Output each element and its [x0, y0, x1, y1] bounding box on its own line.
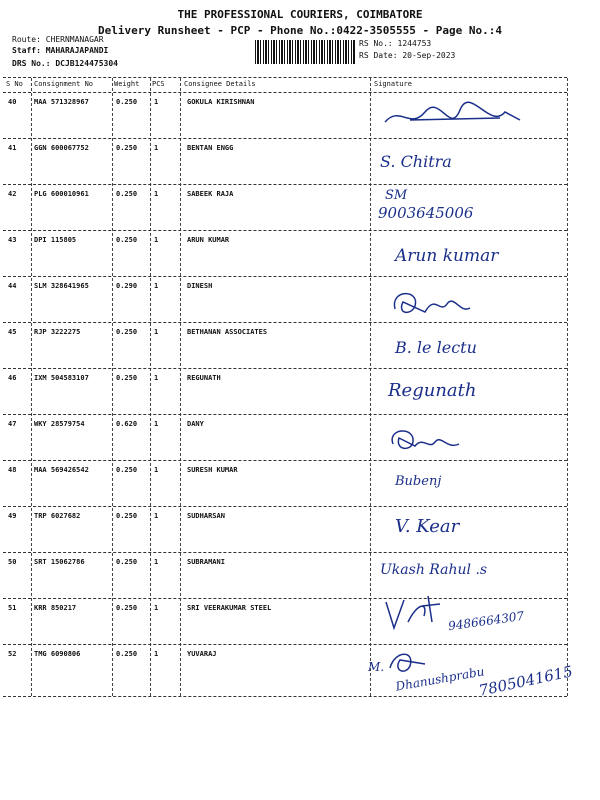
- row-consignment: PLG 600010961: [34, 190, 89, 198]
- signature-51: [378, 592, 458, 638]
- row-sno: 50: [8, 558, 17, 566]
- row-separator: [3, 184, 567, 185]
- row-sno: 49: [8, 512, 17, 520]
- row-weight: 0.250: [116, 604, 138, 612]
- row-pcs: 1: [154, 374, 159, 382]
- signature-50: Ukash Rahul .s: [380, 562, 488, 578]
- signature-44: [385, 284, 475, 320]
- header-pcs: PCS: [152, 80, 165, 88]
- company-title: THE PROFESSIONAL COURIERS, COIMBATORE: [177, 8, 423, 21]
- row-sno: 48: [8, 466, 17, 474]
- row-weight: 0.250: [116, 98, 138, 106]
- row-consignment: MAA 569426542: [34, 466, 89, 474]
- row-consignment: MAA 571328967: [34, 98, 89, 106]
- row-pcs: 1: [154, 512, 159, 520]
- header-signature: Signature: [374, 80, 412, 88]
- row-consignment: KRR 850217: [34, 604, 77, 612]
- row-sno: 46: [8, 374, 17, 382]
- row-consignee: SRI VEERAKUMAR STEEL: [187, 604, 272, 612]
- row-consignee: DINESH: [187, 282, 213, 290]
- signature-41: S. Chitra: [380, 152, 452, 171]
- signature-52-name: Dhanushprabu: [394, 664, 486, 694]
- row-pcs: 1: [154, 466, 159, 474]
- runsheet-title: Delivery Runsheet - PCP - Phone No.:0422-3505555 - Page No.:4: [98, 24, 502, 37]
- table-row: [0, 354, 570, 400]
- row-separator: [3, 460, 567, 461]
- row-weight: 0.250: [116, 144, 138, 152]
- row-pcs: 1: [154, 328, 159, 336]
- table-row: [0, 630, 570, 676]
- row-sno: 45: [8, 328, 17, 336]
- row-consignment: TRP 6027682: [34, 512, 81, 520]
- row-sno: 51: [8, 604, 17, 612]
- row-sno: 40: [8, 98, 17, 106]
- signature-48: Bubenj: [395, 474, 442, 489]
- row-consignee: ARUN KUMAR: [187, 236, 230, 244]
- table-row: [0, 262, 570, 308]
- table-row: [0, 170, 570, 216]
- signature-52-initial: M.: [368, 660, 385, 674]
- signature-42-initials: SM: [385, 188, 408, 203]
- row-sno: 42: [8, 190, 17, 198]
- table-row: [0, 400, 570, 446]
- row-pcs: 1: [154, 604, 159, 612]
- row-weight: 0.290: [116, 282, 138, 290]
- row-weight: 0.620: [116, 420, 138, 428]
- signature-45: B. le lectu: [395, 338, 477, 357]
- header-consignment: Consignment No: [34, 80, 94, 88]
- row-consignee: SUBRAMANI: [187, 558, 225, 566]
- row-consignee: BENTAN ENGG: [187, 144, 234, 152]
- row-pcs: 1: [154, 650, 159, 658]
- signature-52-phone: 7805041615: [477, 662, 575, 700]
- row-separator: [3, 368, 567, 369]
- row-consignee: SURESH KUMAR: [187, 466, 238, 474]
- table-row: [0, 446, 570, 492]
- row-separator: [3, 644, 567, 645]
- route-label: Route: CHERNMANAGAR: [12, 35, 104, 44]
- row-sno: 44: [8, 282, 17, 290]
- row-consignee: BETHANAN ASSOCIATES: [187, 328, 268, 336]
- row-consignment: RJP 3222275: [34, 328, 81, 336]
- row-pcs: 1: [154, 98, 159, 106]
- row-consignee: REGUNATH: [187, 374, 221, 382]
- row-separator: [3, 322, 567, 323]
- header-weight: Weight: [114, 80, 140, 88]
- signature-46: Regunath: [388, 380, 477, 401]
- row-consignment: TMG 6090806: [34, 650, 81, 658]
- row-separator: [3, 414, 567, 415]
- barcode: [255, 40, 355, 64]
- row-consignment: SLM 328641965: [34, 282, 89, 290]
- row-pcs: 1: [154, 282, 159, 290]
- row-separator: [3, 506, 567, 507]
- row-separator: [3, 230, 567, 231]
- signature-43: Arun kumar: [395, 246, 499, 266]
- row-consignment: GGN 600067752: [34, 144, 89, 152]
- row-weight: 0.250: [116, 650, 138, 658]
- row-weight: 0.250: [116, 466, 138, 474]
- rs-date: RS Date: 20-Sep-2023: [359, 51, 456, 60]
- header-sno: S No: [6, 80, 23, 88]
- header-consignee: Consignee Details: [184, 80, 256, 88]
- table-row: [0, 308, 570, 354]
- row-sno: 43: [8, 236, 17, 244]
- row-pcs: 1: [154, 558, 159, 566]
- row-consignee: DANY: [187, 420, 204, 428]
- row-consignee: SUDHARSAN: [187, 512, 225, 520]
- row-weight: 0.250: [116, 374, 138, 382]
- row-pcs: 1: [154, 190, 159, 198]
- row-consignee: YUVARAJ: [187, 650, 217, 658]
- row-consignee: GOKULA KIRISHNAN: [187, 98, 255, 106]
- signature-49: V. Kear: [395, 516, 460, 537]
- rs-number: RS No.: 1244753: [359, 39, 432, 48]
- row-weight: 0.250: [116, 512, 138, 520]
- row-separator: [3, 276, 567, 277]
- row-sno: 52: [8, 650, 17, 658]
- row-consignment: IXM 504583107: [34, 374, 89, 382]
- signature-47: [385, 422, 465, 456]
- row-consignee: SABEEK RAJA: [187, 190, 234, 198]
- row-separator: [3, 598, 567, 599]
- row-consignment: DPI 115805: [34, 236, 77, 244]
- row-pcs: 1: [154, 420, 159, 428]
- staff-label: Staff: MAHARAJAPANDI: [12, 46, 109, 55]
- row-weight: 0.250: [116, 236, 138, 244]
- row-pcs: 1: [154, 236, 159, 244]
- signature-40: [380, 100, 530, 140]
- row-consignment: WKY 28579754: [34, 420, 85, 428]
- signature-51-phone: 9486664307: [447, 608, 525, 634]
- row-pcs: 1: [154, 144, 159, 152]
- row-weight: 0.250: [116, 558, 138, 566]
- table-row: [0, 492, 570, 538]
- row-sno: 41: [8, 144, 17, 152]
- row-weight: 0.250: [116, 328, 138, 336]
- drs-number: DRS No.: DCJB124475304: [12, 59, 118, 68]
- row-weight: 0.250: [116, 190, 138, 198]
- signature-42-phone: 9003645006: [378, 204, 474, 222]
- row-separator: [3, 552, 567, 553]
- row-consignment: SRT 15062786: [34, 558, 85, 566]
- row-sno: 47: [8, 420, 17, 428]
